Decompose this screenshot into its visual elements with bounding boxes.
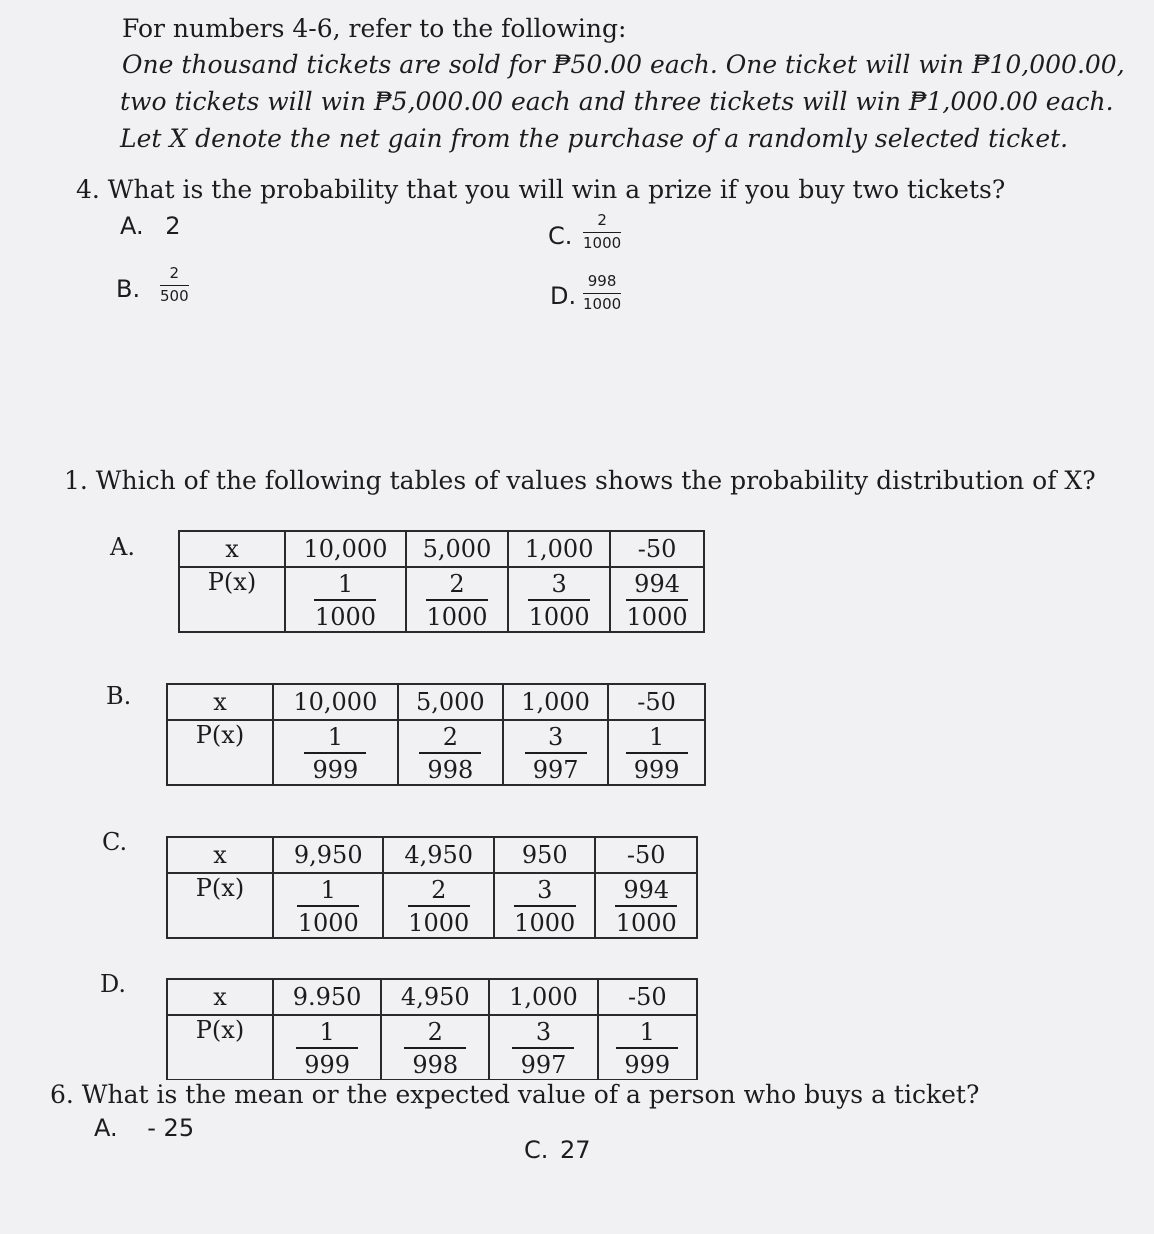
q4-option-b-denominator: 500 [160, 287, 189, 305]
q4-option-d-letter[interactable]: D. [550, 282, 577, 310]
x-label-cell: x [167, 837, 273, 873]
probability-cell [273, 720, 398, 785]
x-value-cell: 9,950 [273, 837, 383, 873]
table-d-option-letter[interactable]: D. [100, 970, 127, 998]
distribution-table-b [166, 683, 706, 786]
numerator: 3 [535, 1018, 552, 1046]
x-value-cell: 4,950 [381, 979, 489, 1015]
q4-option-d-numerator: 998 [587, 272, 617, 290]
denominator: 1000 [514, 909, 576, 937]
q6-option-c-value: 27 [560, 1136, 591, 1164]
probability-cell [398, 720, 503, 785]
numerator: 2 [442, 723, 458, 751]
q4-option-a[interactable] [120, 212, 181, 240]
distribution-table-a [178, 530, 705, 633]
probability-cell [494, 873, 596, 938]
q4-option-c-denominator: 1000 [583, 234, 622, 252]
x-value-cell: 1,000 [489, 979, 597, 1015]
x-value-cell: 1,000 [508, 531, 610, 567]
x-value-cell: 1,000 [503, 684, 608, 720]
x-value-cell: 4,950 [383, 837, 493, 873]
x-value-cell: 9.950 [273, 979, 381, 1015]
denominator: 1000 [426, 603, 488, 631]
p-label-cell: P(x) [179, 567, 285, 632]
denominator: 997 [532, 756, 579, 784]
x-value-cell: 10,000 [273, 684, 398, 720]
denominator: 1000 [408, 909, 470, 937]
x-label-cell: x [167, 684, 273, 720]
denominator: 999 [633, 756, 680, 784]
q4-option-b-numerator: 2 [169, 264, 180, 282]
denominator: 1000 [615, 909, 677, 937]
denominator: 1000 [626, 603, 688, 631]
q4-option-c-letter[interactable]: C. [548, 222, 573, 250]
numerator: 1 [639, 1018, 655, 1046]
q4-option-a-letter: A. [120, 212, 144, 240]
numerator: 3 [551, 570, 567, 598]
x-label-cell: x [179, 531, 285, 567]
question-6-text: 6. What is the mean or the expected value of a person who buys a ticket? [50, 1080, 983, 1109]
numerator: 2 [427, 1018, 443, 1046]
table-c-option-letter[interactable]: C. [102, 828, 128, 856]
numerator: 994 [623, 876, 670, 904]
q6-option-a[interactable] [94, 1114, 194, 1142]
x-value-cell: 10,000 [285, 531, 406, 567]
x-value-cell: -50 [610, 531, 704, 567]
p-label-cell: P(x) [167, 1015, 273, 1080]
p-label-cell: P(x) [167, 720, 273, 785]
q6-option-a-value: - 25 [147, 1114, 195, 1142]
q4-option-c-numerator: 2 [597, 211, 607, 229]
numerator: 994 [634, 570, 680, 598]
q4-option-b-letter[interactable]: B. [116, 275, 141, 303]
numerator: 2 [449, 570, 465, 598]
numerator: 1 [320, 876, 336, 904]
numerator: 3 [537, 876, 553, 904]
denominator: 998 [412, 1051, 459, 1079]
denominator: 999 [624, 1051, 671, 1079]
numerator: 1 [648, 723, 665, 751]
intro-line-2: two tickets will win ₱5,000.00 each and three tickets will win ₱1,000.00 each. [120, 87, 1114, 116]
probability-cell [273, 873, 383, 938]
numerator: 1 [327, 723, 343, 751]
table-a-option-letter[interactable]: A. [110, 533, 135, 561]
x-value-cell: -50 [595, 837, 697, 873]
probability-cell [381, 1015, 489, 1080]
x-value-cell: 5,000 [398, 684, 503, 720]
intro-line-3: Let X denote the net gain from the purchase of a randomly selected ticket. [120, 124, 1069, 153]
p-label-cell: P(x) [167, 873, 273, 938]
probability-cell [508, 567, 610, 632]
question-1-text: 1. Which of the following tables of values shows the probability distribution of X? [64, 466, 1096, 495]
numerator: 3 [547, 723, 564, 751]
x-value-cell: -50 [598, 979, 697, 1015]
probability-cell [406, 567, 508, 632]
denominator: 999 [304, 1051, 350, 1079]
denominator: 997 [520, 1051, 567, 1079]
q4-option-d-denominator: 1000 [583, 295, 622, 313]
denominator: 1000 [314, 603, 376, 631]
probability-cell [598, 1015, 697, 1080]
q4-option-d-fraction [583, 272, 621, 314]
x-label-cell: x [167, 979, 273, 1015]
probability-cell [503, 720, 608, 785]
probability-cell [285, 567, 406, 632]
q6-option-a-letter: A. [94, 1114, 118, 1142]
denominator: 1000 [297, 909, 359, 937]
table-b-option-letter[interactable]: B. [106, 682, 132, 710]
intro-line-1: One thousand tickets are sold for ₱50.00 each. One ticket will win ₱10,000.00, [122, 50, 1125, 79]
probability-cell [608, 720, 705, 785]
x-value-cell: 950 [494, 837, 596, 873]
q4-option-c-fraction [583, 211, 621, 253]
probability-cell [489, 1015, 597, 1080]
q6-option-c[interactable] [524, 1136, 591, 1164]
question-4-text: 4. What is the probability that you will win a prize if you buy two tickets? [76, 175, 1006, 204]
x-value-cell: -50 [608, 684, 705, 720]
q4-option-a-value: 2 [165, 212, 181, 240]
distribution-table-d [166, 978, 698, 1081]
numerator: 1 [337, 570, 354, 598]
numerator: 1 [319, 1018, 335, 1046]
denominator: 998 [427, 756, 474, 784]
probability-cell [273, 1015, 381, 1080]
denominator: 999 [312, 756, 359, 784]
x-value-cell: 5,000 [406, 531, 508, 567]
q6-option-c-letter: C. [524, 1136, 549, 1164]
probability-cell [610, 567, 704, 632]
numerator: 2 [431, 876, 447, 904]
probability-cell [595, 873, 697, 938]
distribution-table-c [166, 836, 698, 939]
intro-heading: For numbers 4-6, refer to the following: [122, 14, 627, 43]
denominator: 1000 [528, 603, 590, 631]
q4-option-b-fraction [160, 264, 189, 306]
probability-cell [383, 873, 493, 938]
